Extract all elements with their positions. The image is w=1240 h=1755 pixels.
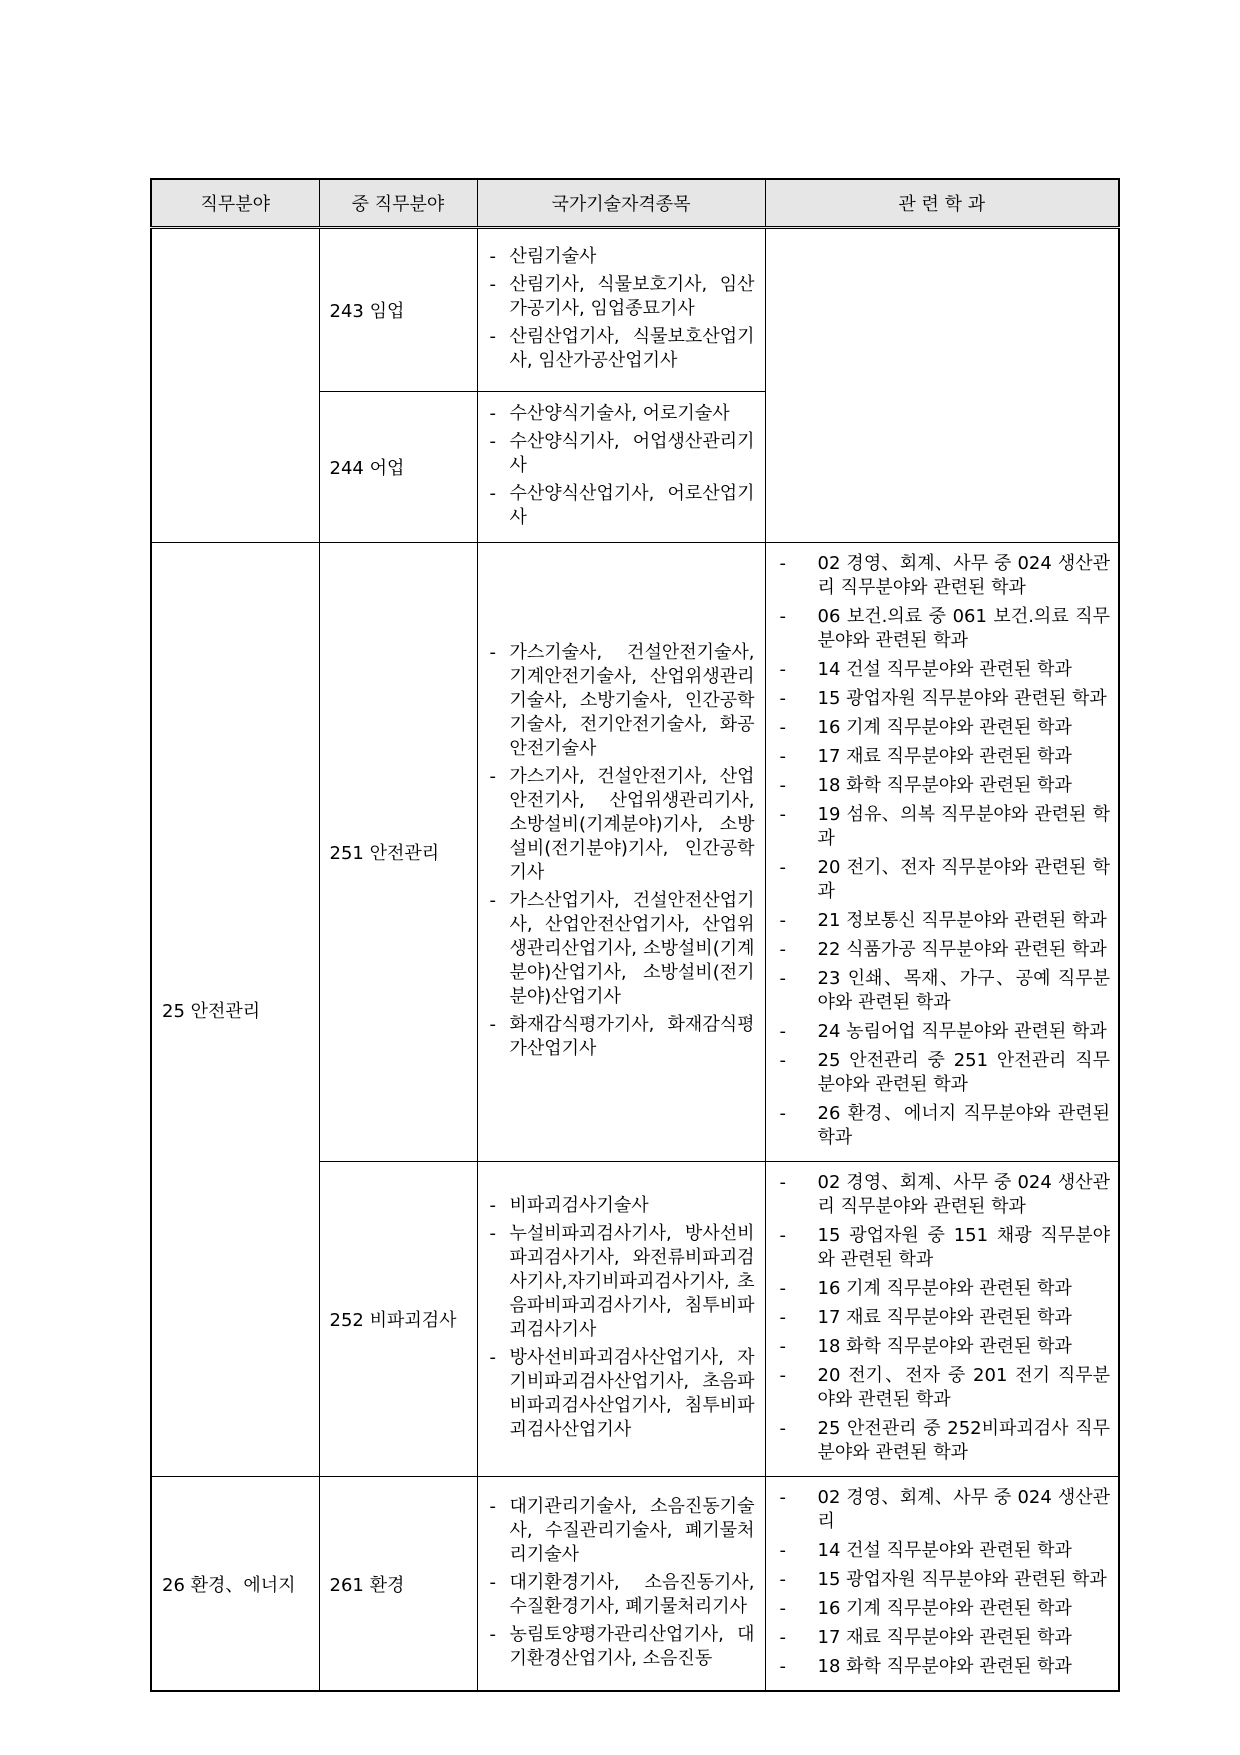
list-item: - 06 보건.의료 중 061 보건.의료 직무분야와 관련된 학과 bbox=[776, 605, 1111, 653]
list-item: - 14 건설 직무분야와 관련된 학과 bbox=[776, 1539, 1111, 1563]
major-field-cell-empty bbox=[151, 228, 319, 543]
list-item: - 가스산업기사, 건설안전산업기사, 산업안전산업기사, 산업위생관리산업기사, 소방설비(기계분야)산업기사, 소방설비(전기분야)산업기사 bbox=[488, 889, 755, 1009]
licenses-251 bbox=[477, 543, 765, 1162]
license-list bbox=[488, 1495, 755, 1671]
license-list bbox=[488, 641, 755, 1061]
list-item: - 25 안전관리 중 251 안전관리 직무분야와 관련된 학과 bbox=[776, 1049, 1111, 1097]
department-list bbox=[776, 1486, 1111, 1679]
header-related-department: 관 련 학 과 bbox=[765, 179, 1119, 228]
departments-243-244-empty bbox=[765, 228, 1119, 543]
list-item: - 수산양식기술사, 어로기술사 bbox=[488, 402, 755, 426]
list-item: - 22 식품가공 직무분야와 관련된 학과 bbox=[776, 938, 1111, 962]
department-list bbox=[776, 552, 1111, 1150]
header-national-license: 국가기술자격종목 bbox=[477, 179, 765, 228]
list-item: - 15 광업자원 중 151 채광 직무분야와 관련된 학과 bbox=[776, 1224, 1111, 1272]
mid-field-261: 261 환경 bbox=[319, 1477, 477, 1692]
major-field-25: 25 안전관리 bbox=[151, 543, 319, 1477]
departments-251 bbox=[765, 543, 1119, 1162]
license-list bbox=[488, 1194, 755, 1442]
licenses-252 bbox=[477, 1162, 765, 1477]
list-item: - 15 광업자원 직무분야와 관련된 학과 bbox=[776, 1568, 1111, 1592]
list-item: - 18 화학 직무분야와 관련된 학과 bbox=[776, 1335, 1111, 1359]
header-mid-job-field: 중 직무분야 bbox=[319, 179, 477, 228]
list-item: - 화재감식평가기사, 화재감식평가산업기사 bbox=[488, 1013, 755, 1061]
list-item: - 16 기계 직무분야와 관련된 학과 bbox=[776, 716, 1111, 740]
licenses-244 bbox=[477, 392, 765, 543]
list-item: - 가스기사, 건설안전기사, 산업안전기사, 산업위생관리기사, 소방설비(기계분야)기사, 소방설비(전기분야)기사, 인간공학기사 bbox=[488, 765, 755, 885]
list-item: - 농림토양평가관리산업기사, 대기환경산업기사, 소음진동 bbox=[488, 1623, 755, 1671]
table-row-251 bbox=[151, 543, 1119, 1162]
list-item: - 25 안전관리 중 252비파괴검사 직무분야와 관련된 학과 bbox=[776, 1417, 1111, 1465]
list-item: - 14 건설 직무분야와 관련된 학과 bbox=[776, 658, 1111, 682]
list-item: - 18 화학 직무분야와 관련된 학과 bbox=[776, 1655, 1111, 1679]
header-job-field: 직무분야 bbox=[151, 179, 319, 228]
list-item: - 19 섬유、의복 직무분야와 관련된 학과 bbox=[776, 803, 1111, 851]
mid-field-252: 252 비파괴검사 bbox=[319, 1162, 477, 1477]
list-item: - 누설비파괴검사기사, 방사선비파괴검사기사, 와전류비파괴검사기사,자기비파괴검사기사, 초음파비파괴검사기사, 침투비파괴검사기사 bbox=[488, 1222, 755, 1342]
list-item: - 16 기계 직무분야와 관련된 학과 bbox=[776, 1597, 1111, 1621]
mid-field-251: 251 안전관리 bbox=[319, 543, 477, 1162]
list-item: - 15 광업자원 직무분야와 관련된 학과 bbox=[776, 687, 1111, 711]
qualification-table bbox=[150, 178, 1120, 1692]
list-item: - 02 경영、회계、사무 중 024 생산관리 bbox=[776, 1486, 1111, 1534]
list-item: - 16 기계 직무분야와 관련된 학과 bbox=[776, 1277, 1111, 1301]
list-item: - 02 경영、회계、사무 중 024 생산관리 직무분야와 관련된 학과 bbox=[776, 1171, 1111, 1219]
licenses-261 bbox=[477, 1477, 765, 1692]
list-item: - 24 농림어업 직무분야와 관련된 학과 bbox=[776, 1020, 1111, 1044]
department-list bbox=[776, 1171, 1111, 1465]
licenses-243 bbox=[477, 228, 765, 392]
list-item: - 17 재료 직무분야와 관련된 학과 bbox=[776, 1306, 1111, 1330]
list-item: - 17 재료 직무분야와 관련된 학과 bbox=[776, 745, 1111, 769]
list-item: - 방사선비파괴검사산업기사, 자기비파괴검사산업기사, 초음파비파괴검사산업기사, 침투비파괴검사산업기사 bbox=[488, 1346, 755, 1442]
list-item: - 18 화학 직무분야와 관련된 학과 bbox=[776, 774, 1111, 798]
list-item: - 21 정보통신 직무분야와 관련된 학과 bbox=[776, 909, 1111, 933]
list-item: - 산림산업기사, 식물보호산업기사, 임산가공산업기사 bbox=[488, 325, 755, 373]
mid-field-244: 244 어업 bbox=[319, 392, 477, 543]
departments-252 bbox=[765, 1162, 1119, 1477]
list-item: - 수산양식기사, 어업생산관리기사 bbox=[488, 430, 755, 478]
license-list bbox=[488, 402, 755, 530]
list-item: - 23 인쇄、목재、가구、공예 직무분야와 관련된 학과 bbox=[776, 967, 1111, 1015]
list-item: - 20 전기、전자 직무분야와 관련된 학과 bbox=[776, 856, 1111, 904]
table-header-row bbox=[151, 179, 1119, 228]
list-item: - 산림기술사 bbox=[488, 245, 755, 269]
list-item: - 17 재료 직무분야와 관련된 학과 bbox=[776, 1626, 1111, 1650]
mid-field-243: 243 임업 bbox=[319, 228, 477, 392]
departments-261 bbox=[765, 1477, 1119, 1692]
table-row-261 bbox=[151, 1477, 1119, 1692]
list-item: - 02 경영、회계、사무 중 024 생산관리 직무분야와 관련된 학과 bbox=[776, 552, 1111, 600]
list-item: - 26 환경、에너지 직무분야와 관련된 학과 bbox=[776, 1102, 1111, 1150]
table-row-243 bbox=[151, 228, 1119, 392]
license-list bbox=[488, 245, 755, 373]
list-item: - 대기환경기사, 소음진동기사, 수질환경기사, 폐기물처리기사 bbox=[488, 1571, 755, 1619]
list-item: - 비파괴검사기술사 bbox=[488, 1194, 755, 1218]
list-item: - 20 전기、전자 중 201 전기 직무분야와 관련된 학과 bbox=[776, 1364, 1111, 1412]
list-item: - 산림기사, 식물보호기사, 임산가공기사, 임업종묘기사 bbox=[488, 273, 755, 321]
list-item: - 대기관리기술사, 소음진동기술사, 수질관리기술사, 폐기물처리기술사 bbox=[488, 1495, 755, 1567]
list-item: - 가스기술사, 건설안전기술사, 기계안전기술사, 산업위생관리기술사, 소방기술사, 인간공학기술사, 전기안전기술사, 화공안전기술사 bbox=[488, 641, 755, 761]
list-item: - 수산양식산업기사, 어로산업기사 bbox=[488, 482, 755, 530]
major-field-26: 26 환경、에너지 bbox=[151, 1477, 319, 1692]
